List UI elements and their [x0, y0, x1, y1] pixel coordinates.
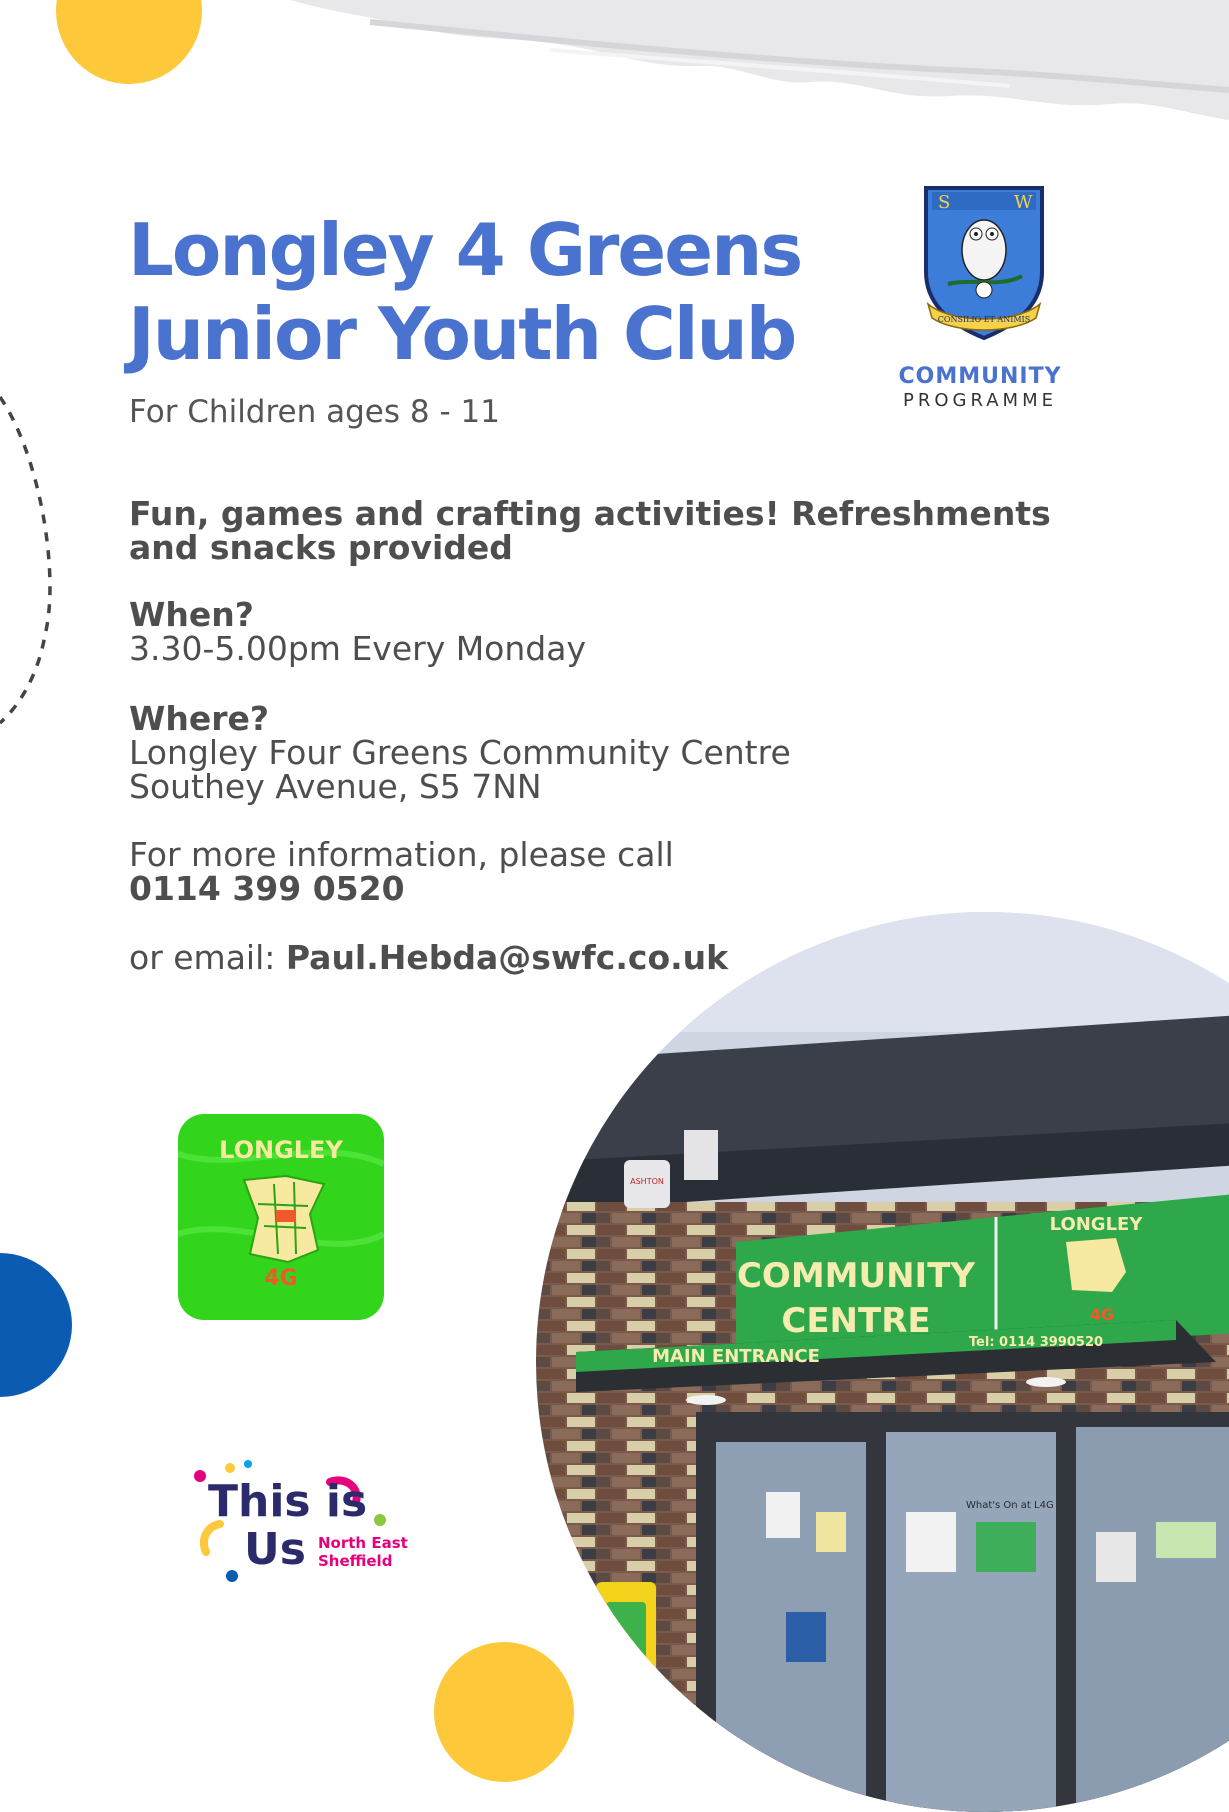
- when-heading: When?: [129, 595, 254, 634]
- sign-centre: CENTRE: [781, 1301, 931, 1341]
- age-subtitle: For Children ages 8 - 11: [129, 394, 500, 430]
- sign-community: COMMUNITY: [736, 1256, 976, 1296]
- badge-4g: 4G: [264, 1266, 298, 1291]
- tiu-line-1: This is: [208, 1476, 368, 1527]
- where-section: [129, 699, 791, 806]
- tiu-tag-1: North East: [318, 1534, 408, 1552]
- longley-4g-badge: [178, 1114, 384, 1320]
- when-value: 3.30-5.00pm Every Monday: [129, 629, 586, 668]
- canopy-main-entrance: MAIN ENTRANCE: [652, 1346, 820, 1367]
- title-line-2: Junior Youth Club: [128, 292, 796, 376]
- title-line-1: Longley 4 Greens: [128, 208, 802, 292]
- brush-stroke-decoration: [250, 0, 1229, 130]
- tiu-tag-2: Sheffield: [318, 1552, 393, 1570]
- description-line-1: Fun, games and crafting activities! Refreshments: [129, 494, 1051, 533]
- swfc-crest-logo: [922, 184, 1046, 346]
- programme-label: PROGRAMME: [902, 390, 1057, 411]
- alarm-label: ASHTON: [630, 1177, 664, 1186]
- community-centre-photo: [536, 912, 1229, 1812]
- call-text: For more information, please call: [129, 835, 674, 874]
- phone-number[interactable]: 0114 399 0520: [129, 869, 405, 908]
- when-section: [129, 595, 586, 668]
- email-prefix: or email:: [129, 938, 286, 977]
- sign-4g: 4G: [1089, 1305, 1115, 1324]
- notice-whats-on: What's On at L4G: [966, 1500, 1054, 1511]
- contact-section: [129, 835, 674, 908]
- canopy-phone: Tel: 0114 3990520: [968, 1335, 1104, 1350]
- yellow-circle-decoration-bottom: [434, 1642, 574, 1782]
- description: [129, 494, 1051, 567]
- crest-letter-s: S: [938, 192, 951, 213]
- badge-title: LONGLEY: [219, 1136, 343, 1164]
- page-title: [128, 208, 801, 376]
- crest-letter-w: W: [1014, 192, 1033, 213]
- description-line-2: and snacks provided: [129, 528, 513, 567]
- this-is-us-logo: [190, 1460, 420, 1590]
- yellow-circle-decoration: [56, 0, 202, 84]
- dashed-arc-decoration: [0, 395, 60, 725]
- blue-circle-decoration: [0, 1253, 72, 1397]
- email-link[interactable]: Paul.Hebda@swfc.co.uk: [285, 938, 729, 977]
- crest-motto: CONSILIO ET ANIMIS: [937, 315, 1031, 324]
- community-label: COMMUNITY: [898, 364, 1062, 389]
- sign-longley: LONGLEY: [1049, 1214, 1143, 1235]
- where-line-2: Southey Avenue, S5 7NN: [129, 767, 542, 806]
- tiu-line-2: Us: [244, 1524, 306, 1575]
- email-line: [129, 938, 728, 977]
- where-heading: Where?: [129, 699, 270, 738]
- where-line-1: Longley Four Greens Community Centre: [129, 733, 791, 772]
- photo-illustration: [536, 912, 1229, 1812]
